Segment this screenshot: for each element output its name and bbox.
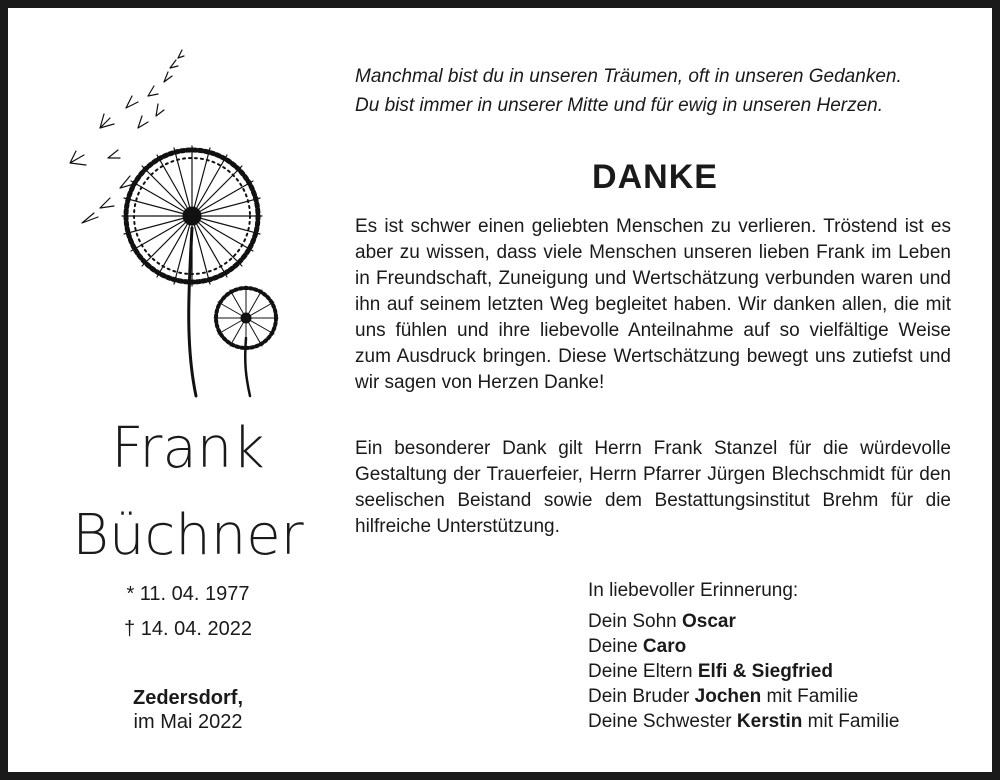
mourner-row: Deine Eltern Elfi & Siegfried (588, 661, 833, 682)
deceased-first-name: Frank (111, 416, 265, 481)
town-name: Zedersdorf, (132, 687, 244, 709)
quote-line-1: Manchmal bist du in unseren Träumen, oft in unseren Gedanken. (355, 66, 902, 87)
mourners-list (588, 578, 968, 734)
dandelion-icon (60, 48, 310, 408)
mourner-name: Kerstin (736, 711, 803, 732)
mourner-name: Elfi & Siegfried (697, 661, 833, 682)
death-date: † 14. 04. 2022 (124, 618, 252, 640)
notice-date: im Mai 2022 (133, 711, 243, 733)
thanks-paragraph-2: Ein besonderer Dank gilt Herrn Frank Stanzel für die würdevolle Gestaltung der Trauerfeier, Herrn Pfarrer Jürgen Blechschmidt für den seelischen Beistand sowie dem Bestattungsinstitut Brehm für die hilfreiche Unterstützung. (355, 438, 951, 537)
deceased-last-name: Büchner (72, 503, 304, 568)
thanks-paragraph-1: Es ist schwer einen geliebten Menschen zu verlieren. Tröstend ist es aber zu wissen, dass viele Menschen unseren lieben Frank im Leben in Freundschaft, Zuneigung und Wertschätzung verbunden waren und ihn auf seinem letzten Weg begleitet haben. Wir danken allen, die mit uns fühlen und ihre liebevolle Anteilnahme auf so vielfältige Weise zum Ausdruck bringen. Diese Wertschätzung bewegt uns zutiefst und wir sagen von Herzen Danke! (355, 216, 951, 393)
mourners-intro: In liebevoller Erinnerung: (588, 580, 799, 601)
mourner-row: Deine Caro (588, 636, 687, 657)
mourner-row: Dein Sohn Oscar (588, 611, 736, 632)
mourner-name: Oscar (682, 611, 736, 632)
mourner-name: Caro (642, 636, 687, 657)
mourner-row: Deine Schwester Kerstin mit Familie (588, 711, 900, 732)
quote (355, 62, 955, 120)
birth-date: * 11. 04. 1977 (126, 583, 250, 605)
headline: DANKE (592, 158, 718, 196)
life-dates (48, 583, 328, 653)
mourner-name: Jochen (694, 686, 762, 707)
mourner-row: Dein Bruder Jochen mit Familie (588, 686, 859, 707)
quote-line-2: Du bist immer in unserer Mitte und für ewig in unseren Herzen. (355, 95, 884, 116)
place-and-date (48, 686, 328, 734)
